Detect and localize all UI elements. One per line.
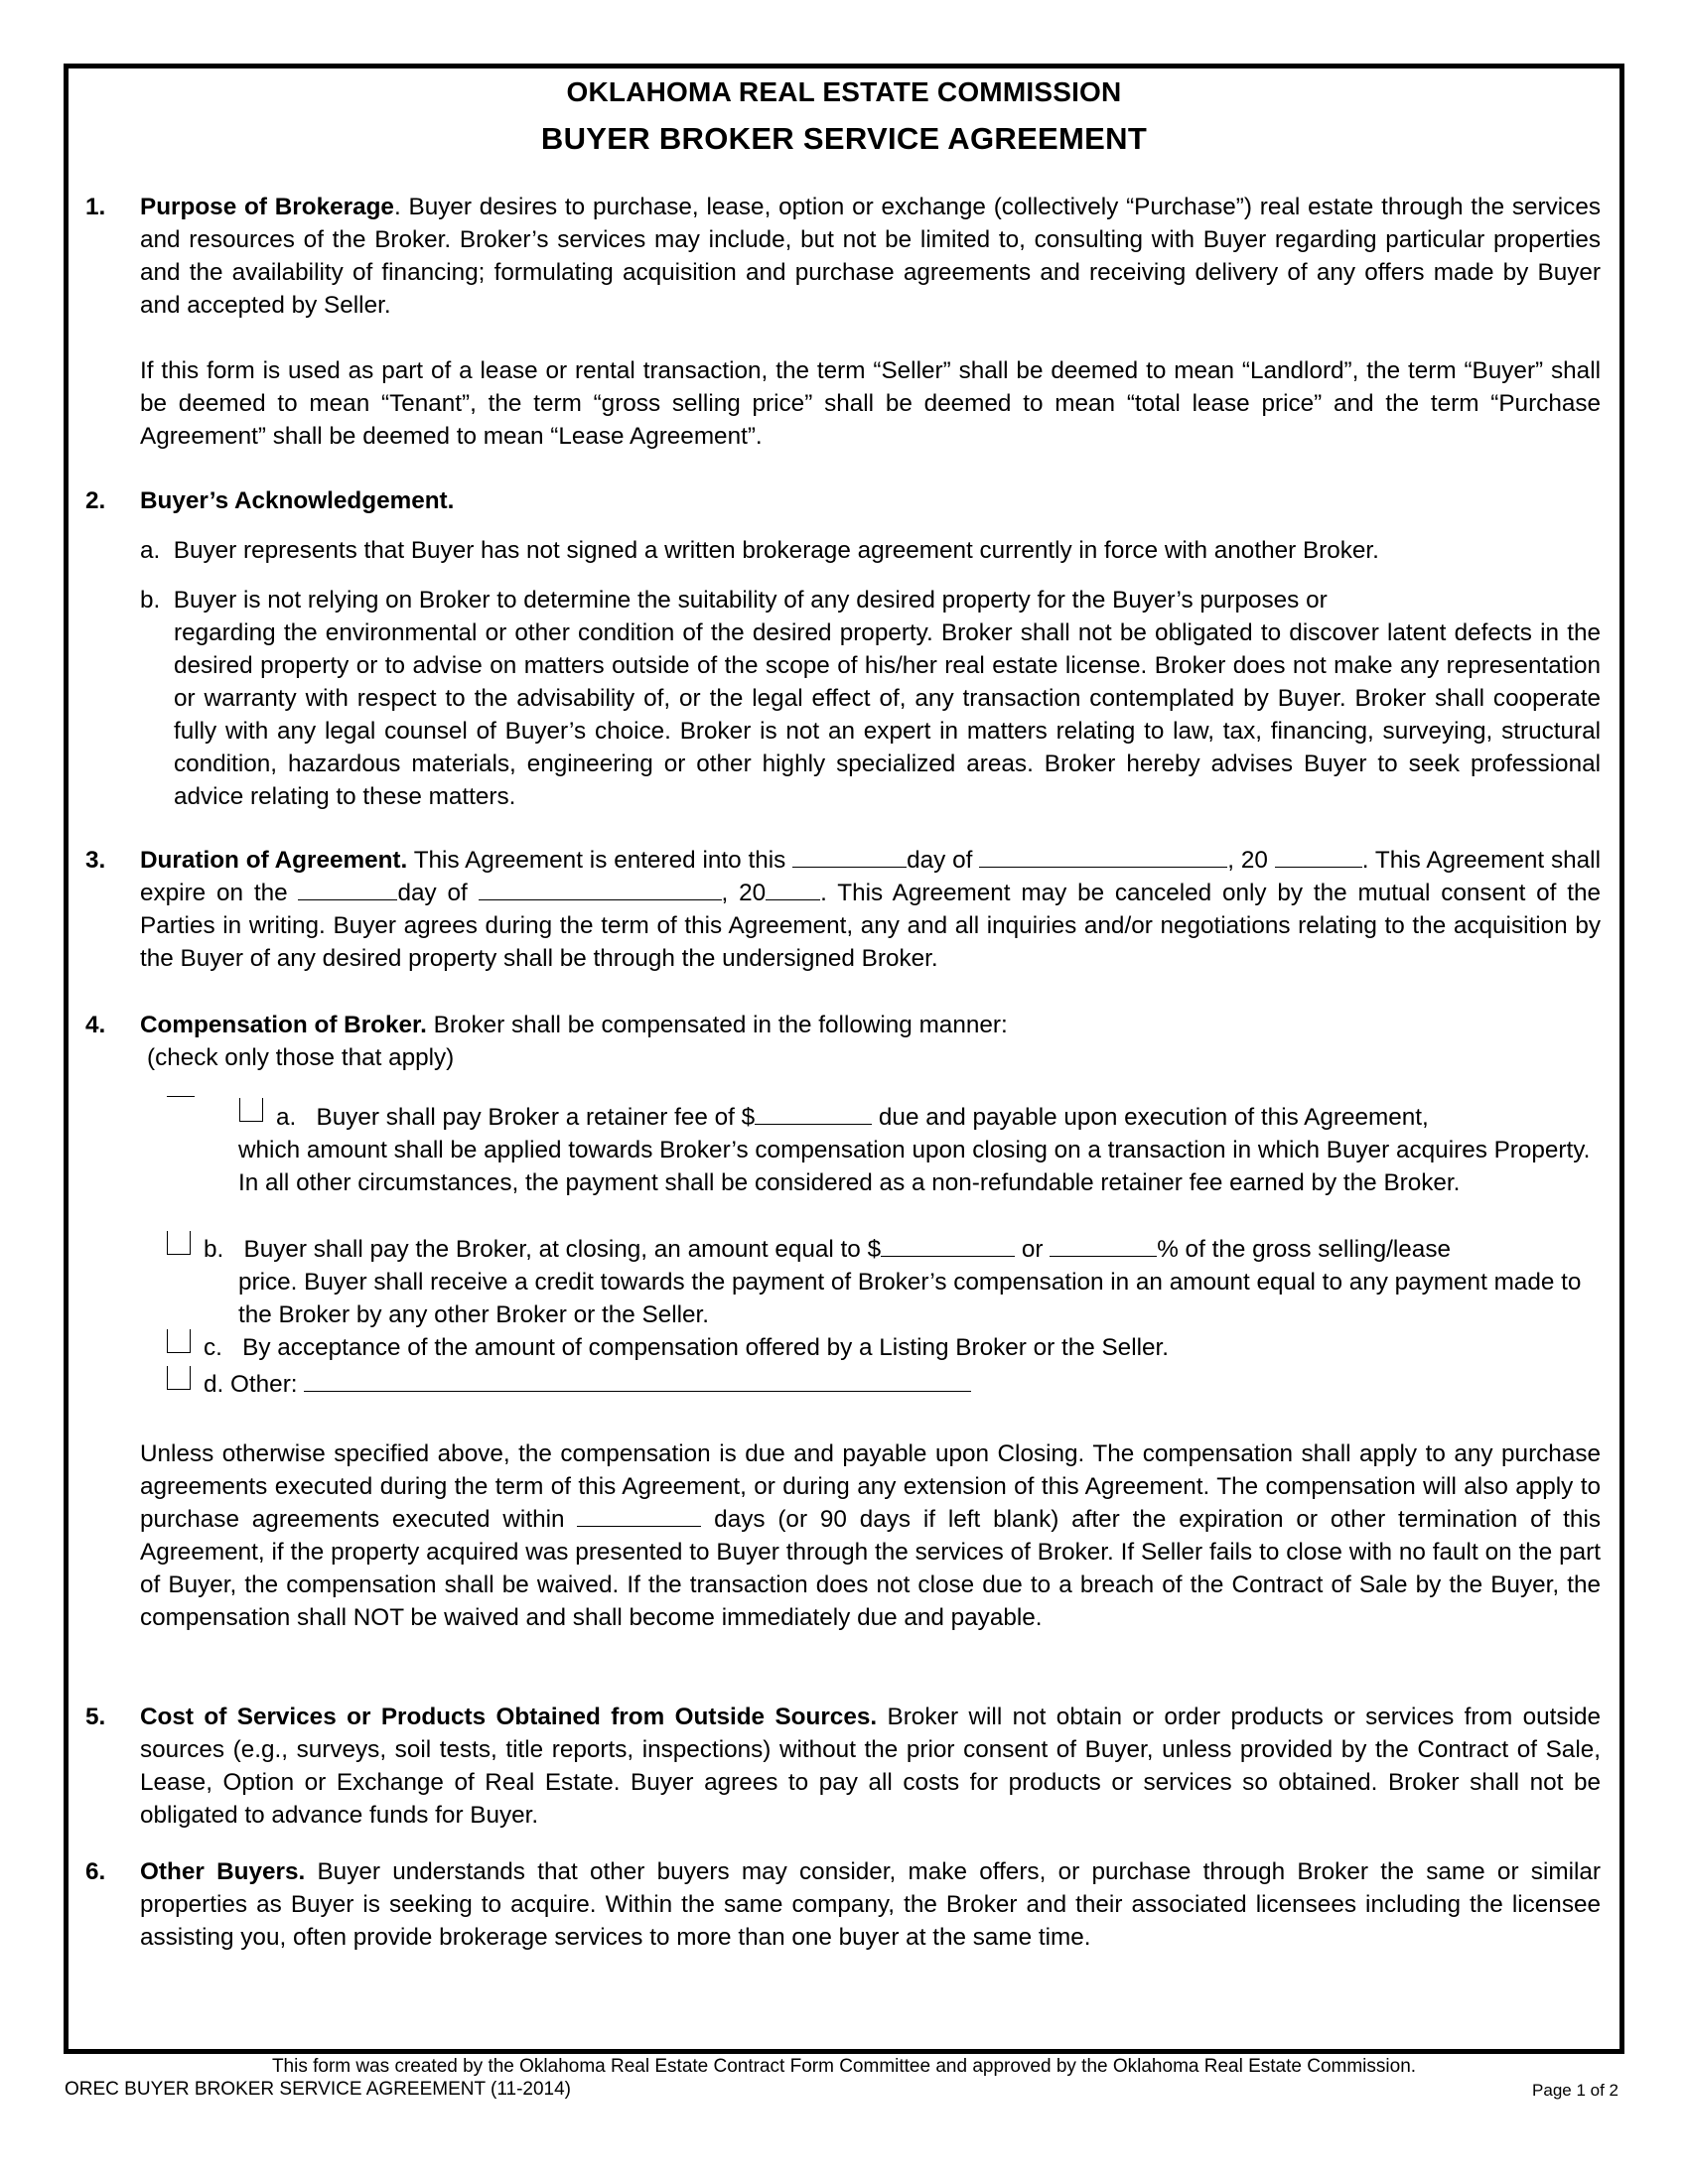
section-2-acknowledgement bbox=[85, 484, 1601, 813]
tail-days-field[interactable] bbox=[577, 1504, 701, 1527]
option-d bbox=[204, 1368, 1601, 1401]
section-text: Broker will not obtain or order products or services from outside sources (e.g., surveys, soil tests, title reports, inspections) without the prior consent of Buyer, unless provided by the Contract of Sale, Lease, Option or Exchange of Real Estate. Buyer agrees to pay all costs for products or services so obtained. Broker shall not be obligated to advance funds for Buyer. bbox=[140, 1704, 1602, 1829]
closing-percent-field[interactable] bbox=[1050, 1234, 1157, 1257]
section-5-outside-costs bbox=[85, 1701, 1601, 1832]
entered-year-field[interactable] bbox=[1275, 845, 1362, 868]
section-number: 2. bbox=[85, 487, 106, 514]
footer-page-number: Page 1 of 2 bbox=[1532, 2081, 1618, 2100]
section-number: 5. bbox=[85, 1704, 106, 1730]
check-instructions: (check only those that apply) bbox=[147, 1044, 455, 1071]
item-label: b. bbox=[140, 587, 161, 614]
section-heading: Compensation of Broker. bbox=[140, 1012, 427, 1038]
option-label: c. bbox=[204, 1334, 222, 1361]
section-1-purpose bbox=[85, 191, 1601, 453]
section-heading: Purpose of Brokerage bbox=[140, 194, 394, 220]
section-heading: Duration of Agreement. bbox=[140, 847, 408, 874]
item-text: Buyer is not relying on Broker to determine the suitability of any desired property for the Buyer’s purposes or bbox=[173, 587, 1328, 614]
section-number: 3. bbox=[85, 847, 106, 874]
section-number: 1. bbox=[85, 194, 106, 220]
option-label: b. bbox=[204, 1236, 224, 1263]
section-3-duration: 3. Duration of Agreement. This Agreement is entered into this day of , 20 . This Agreement shall expire on the day of , 20 . This Agreement may be canceled only by the mutual consent of the Parties in writing. Buyer agrees during the term of this Agreement, any and all inquiries and/or negotiations relating to the acquisition by the Buyer of any desired property shall be through the undersigned Broker. bbox=[85, 844, 1601, 975]
section-heading: Buyer’s Acknowledgement. bbox=[140, 487, 455, 514]
closing-amount-field[interactable] bbox=[881, 1234, 1015, 1257]
organization-heading: OKLAHOMA REAL ESTATE COMMISSION bbox=[566, 76, 1122, 107]
option-d-checkbox[interactable] bbox=[167, 1366, 191, 1390]
option-label: a. bbox=[276, 1104, 297, 1131]
retainer-fee-field[interactable] bbox=[755, 1102, 872, 1125]
item-text: Buyer represents that Buyer has not signed a written brokerage agreement currently in force with another Broker. bbox=[173, 537, 1379, 564]
footer-approval-note: This form was created by the Oklahoma Real Estate Contract Form Committee and approved by the Oklahoma Real Estate Commission. bbox=[271, 2056, 1417, 2077]
option-a: a. Buyer shall pay Broker a retainer fee of $ due and payable upon execution of this Agreement, which amount shall be applied towards Broker’s compensation upon closing on a transaction in which Buyer acquires Property. In all other circumstances, the payment shall be considered as a non-refundable retainer fee earned by the Broker. bbox=[238, 1101, 1601, 1199]
option-b-checkbox[interactable] bbox=[167, 1231, 191, 1255]
other-compensation-field[interactable] bbox=[304, 1369, 971, 1392]
section-heading: Cost of Services or Products Obtained from Outside Sources. bbox=[140, 1704, 878, 1730]
option-label: d. Other: bbox=[204, 1371, 298, 1398]
section-6-other-buyers bbox=[85, 1855, 1601, 1954]
option-text-continued: price. Buyer shall receive a credit towards the payment of Broker’s compensation in an amount equal to any payment made to the Broker by any other Broker or the Seller. bbox=[238, 1269, 1582, 1328]
option-c-checkbox[interactable] bbox=[167, 1329, 191, 1353]
option-text-continued: which amount shall be applied towards Broker’s compensation upon closing on a transaction in which Buyer acquires Property. In all other circumstances, the payment shall be considered as a non-refundable retainer fee earned by the Broker. bbox=[238, 1137, 1591, 1196]
option-c bbox=[204, 1331, 1601, 1364]
stray-dash bbox=[167, 1096, 195, 1097]
section-4-compensation: 4. Compensation of Broker. Broker shall be compensated in the following manner: (check only those that apply) bbox=[85, 1009, 1601, 1074]
section-heading: Other Buyers. bbox=[140, 1858, 306, 1885]
section-4-terms: Unless otherwise specified above, the compensation is due and payable upon Closing. The compensation shall apply to any purchase agreements executed during the term of this Agreement, or during any extension of this Agreement. The compensation will also apply to purchase agreements executed within days (or 90 days if left blank) after the expiration or other termination of this Agreement, if the property acquired was presented to Buyer through the services of Broker. If Seller fails to close with no fault on the part of Buyer, the compensation shall be waived. If the transaction does not close due to a breach of the Contract of Sale by the Buyer, the compensation shall NOT be waived and shall become immediately due and payable. bbox=[140, 1440, 1601, 1631]
item-label: a. bbox=[140, 537, 161, 564]
option-b: b. Buyer shall pay the Broker, at closing, an amount equal to $ or % of the gross selling/lease price. Buyer shall receive a credit towards the payment of Broker’s compensation in an amount equal to any payment made to the Broker by any other Broker or the Seller. bbox=[204, 1233, 1601, 1331]
option-text: By acceptance of the amount of compensation offered by a Listing Broker or the Seller. bbox=[242, 1334, 1170, 1361]
expire-year-field[interactable] bbox=[766, 878, 820, 900]
ack-item-a bbox=[140, 534, 1601, 567]
entered-month-field[interactable] bbox=[979, 845, 1227, 868]
expire-day-field[interactable] bbox=[298, 878, 397, 900]
lease-clause: If this form is used as part of a lease or rental transaction, the term “Seller” shall be deemed to mean “Landlord”, the term “Buyer” shall be deemed to mean “Tenant”, the term “gross selling price” shall be deemed to mean “total lease price” and the term “Purchase Agreement” shall be deemed to mean “Lease Agreement”. bbox=[140, 357, 1601, 450]
document-title: BUYER BROKER SERVICE AGREEMENT bbox=[540, 121, 1148, 156]
entered-day-field[interactable] bbox=[792, 845, 907, 868]
section-number: 4. bbox=[85, 1012, 106, 1038]
item-text-continued: regarding the environmental or other condition of the desired property. Broker shall not be obligated to discover latent defects in the desired property or to advise on matters outside of the scope of his/her real estate license. Broker does not make any representation or warranty with respect to the advisability of, or the legal effect of, any transaction contemplated by Buyer. Broker shall cooperate fully with any legal counsel of Buyer’s choice. Broker is not an expert in matters relating to law, tax, financing, surveying, structural condition, hazardous materials, engineering or other highly specialized areas. Broker hereby advises Buyer to seek professional advice relating to these matters. bbox=[174, 619, 1601, 810]
section-number: 6. bbox=[85, 1858, 106, 1885]
expire-month-field[interactable] bbox=[479, 878, 722, 900]
footer-form-id: OREC BUYER BROKER SERVICE AGREEMENT (11-2014) bbox=[65, 2079, 571, 2100]
section-text: Buyer understands that other buyers may consider, make offers, or purchase through Broker the same or similar properties as Buyer is seeking to acquire. Within the same company, the Broker and their associated licensees including the licensee assisting you, often provide brokerage services to more than one buyer at the same time. bbox=[140, 1858, 1601, 1951]
ack-item-b bbox=[140, 584, 1601, 813]
section-text: . Buyer desires to purchase, lease, option or exchange (collectively “Purchase”) real estate through the services and resources of the Broker. Broker’s services may include, but not be limited to, consulting with Buyer regarding particular properties and the availability of financing; formulating acquisition and purchase agreements and receiving delivery of any offers made by Buyer and accepted by Seller. bbox=[140, 194, 1601, 319]
